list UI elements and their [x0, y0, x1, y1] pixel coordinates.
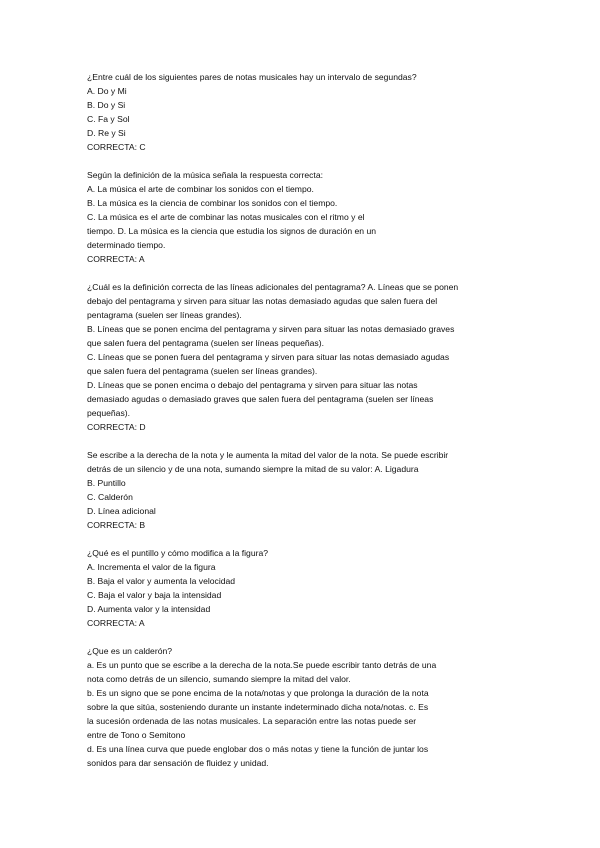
question-line: A. Do y Mi: [87, 86, 127, 96]
question-block: [87, 546, 517, 630]
question-line: entre de Tono o Semitono: [87, 730, 186, 740]
question-line: que salen fuera del pentagrama (suelen ser líneas pequeñas).: [87, 338, 324, 348]
question-line: pequeñas).: [87, 408, 131, 418]
question-line: C. Fa y Sol: [87, 114, 130, 124]
question-line: D. Re y Si: [87, 128, 126, 138]
question-text: ¿Entre cuál de los siguientes pares de notas musicales hay un intervalo de segundas?: [87, 72, 417, 82]
question-block: [87, 644, 517, 770]
question-block: [87, 280, 517, 434]
correct-answer: CORRECTA: D: [87, 422, 146, 432]
question-text: ¿Cuál es la definición correcta de las líneas adicionales del pentagrama? A. Líneas que se ponen: [87, 282, 459, 292]
correct-answer: CORRECTA: A: [87, 618, 145, 628]
question-line: B. La música es la ciencia de combinar los sonidos con el tiempo.: [87, 198, 338, 208]
question-line: D. Aumenta valor y la intensidad: [87, 604, 211, 614]
question-line: sonidos para dar sensación de fluidez y unidad.: [87, 758, 269, 768]
question-line: D. Línea adicional: [87, 506, 156, 516]
question-line: demasiado agudas o demasiado graves que salen fuera del pentagrama (suelen ser líneas: [87, 394, 434, 404]
question-line: C. Líneas que se ponen fuera del pentagrama y sirven para situar las notas demasiado agudas: [87, 352, 450, 362]
question-text: ¿Que es un calderón?: [87, 646, 173, 656]
question-spacer: [87, 266, 517, 280]
question-line: determinado tiempo.: [87, 240, 166, 250]
correct-answer: CORRECTA: A: [87, 254, 145, 264]
document-body: [87, 70, 517, 770]
question-spacer: [87, 154, 517, 168]
question-block: [87, 168, 517, 266]
question-line: B. Baja el valor y aumenta la velocidad: [87, 576, 236, 586]
question-line: a. Es un punto que se escribe a la derecha de la nota.Se puede escribir tanto detrás de una: [87, 660, 437, 670]
question-line: D. Líneas que se ponen encima o debajo del pentagrama y sirven para situar las notas: [87, 380, 418, 390]
question-line: B. Puntillo: [87, 478, 126, 488]
question-line: B. Do y Si: [87, 100, 126, 110]
question-line: d. Es una línea curva que puede englobar dos o más notas y tiene la función de juntar los: [87, 744, 429, 754]
question-line: sobre la que sitúa, sosteniendo durante un instante indeterminado dicha nota/notas. c. Es: [87, 702, 429, 712]
question-line: B. Líneas que se ponen encima del pentagrama y sirven para situar las notas demasiado graves: [87, 324, 455, 334]
question-line: A. La música el arte de combinar los sonidos con el tiempo.: [87, 184, 314, 194]
question-text: Se escribe a la derecha de la nota y le aumenta la mitad del valor de la nota. Se puede escribir: [87, 450, 449, 460]
question-spacer: [87, 630, 517, 644]
question-line: nota como detrás de un silencio, sumando siempre la mitad del valor.: [87, 674, 351, 684]
question-text: ¿Qué es el puntillo y cómo modifica a la figura?: [87, 548, 269, 558]
question-line: que salen fuera del pentagrama (suelen ser líneas grandes).: [87, 366, 318, 376]
question-line: C. Baja el valor y baja la intensidad: [87, 590, 222, 600]
correct-answer: CORRECTA: C: [87, 142, 146, 152]
question-block: [87, 448, 517, 532]
question-line: b. Es un signo que se pone encima de la nota/notas y que prolonga la duración de la nota: [87, 688, 429, 698]
question-line: A. Incrementa el valor de la figura: [87, 562, 216, 572]
question-spacer: [87, 434, 517, 448]
question-line: pentagrama (suelen ser líneas grandes).: [87, 310, 242, 320]
question-line: C. Calderón: [87, 492, 133, 502]
question-line: la sucesión ordenada de las notas musicales. La separación entre las notas puede ser: [87, 716, 417, 726]
question-spacer: [87, 532, 517, 546]
question-line: tiempo. D. La música es la ciencia que estudia los signos de duración en un: [87, 226, 377, 236]
correct-answer: CORRECTA: B: [87, 520, 146, 530]
question-line: C. La música es el arte de combinar las notas musicales con el ritmo y el: [87, 212, 365, 222]
question-text: Según la definición de la música señala la respuesta correcta:: [87, 170, 323, 180]
question-line: detrás de un silencio y de una nota, sumando siempre la mitad de su valor: A. Ligadura: [87, 464, 419, 474]
question-block: [87, 70, 517, 154]
question-line: debajo del pentagrama y sirven para situar las notas demasiado agudas que salen fuera del: [87, 296, 438, 306]
